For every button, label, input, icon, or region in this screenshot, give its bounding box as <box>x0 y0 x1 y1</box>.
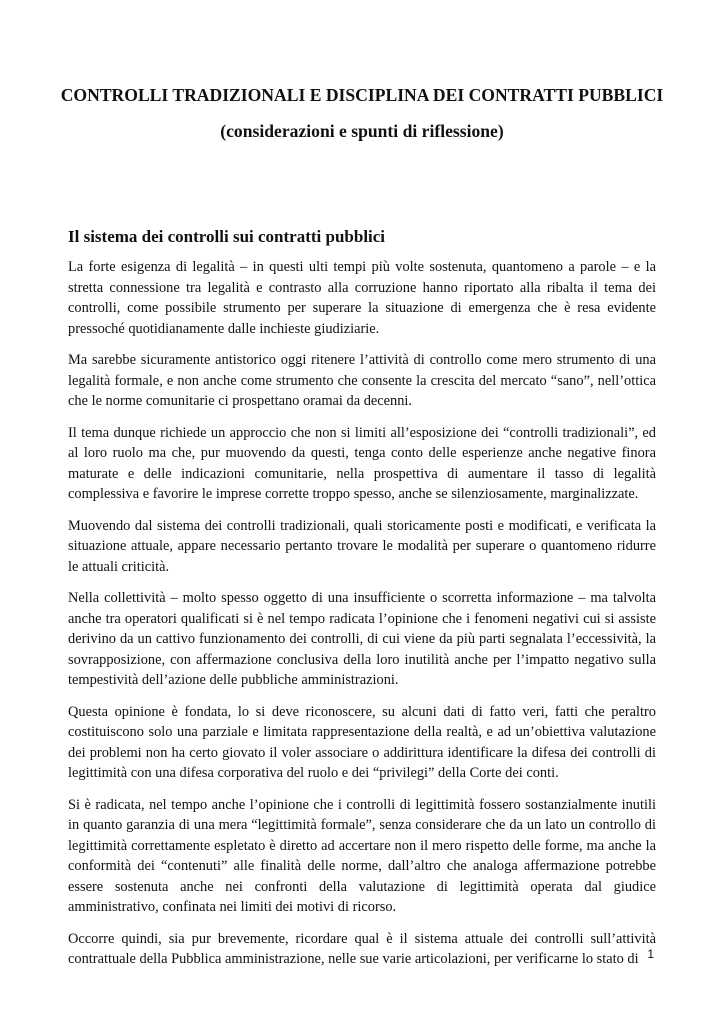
paragraph-3: Il tema dunque richiede un approccio che non si limiti all’esposizione dei “controlli tradizionali”, ed al loro ruolo ma che, pur muovendo da questi, tenga conto delle esperienze anche negative finora maturate e delle indicazioni comunitarie, nella prospettiva di aumentare il tasso di legalità complessiva e favorire le imprese corrette troppo spesso, anche se silenziosamente, marginalizzate. <box>68 424 656 502</box>
page-number: 1 <box>647 947 654 961</box>
paragraph-7: Si è radicata, nel tempo anche l’opinione che i controlli di legittimità fossero sostanzialmente inutili in quanto garanzia di una mera “legittimità formale”, senza considerare che da un lato un controllo di legittimità correttamente espletato è diretto ad accertare non il mero rispetto delle forme, ma anche la conformità dei “contenuti” alle finalità delle norme, dall’altro che analoga affermazione potrebbe essere sostenuta anche nei confronti della valutazione di legittimità operata dal giudice amministrativo, confinata nei limiti dei motivi di ricorso. <box>68 796 656 915</box>
paragraph-2: Ma sarebbe sicuramente antistorico oggi ritenere l’attività di controllo come mero strumento di una legalità formale, e non anche come strumento che consente la crescita del mercato “sano”, nell’ottica che le norme comunitarie ci prospettano oramai da decenni. <box>68 352 656 409</box>
document-subtitle: (considerazioni e spunti di riflessione) <box>220 121 504 141</box>
paragraph-6: Questa opinione è fondata, lo si deve riconoscere, su alcuni dati di fatto veri, fatti che peraltro costituiscono solo una parziale e limitata rappresentazione della realtà, e ad un’obiettiva valutazione dei problemi non ha certo giovato il voler associare o addirittura identificare la difesa dei controlli di legittimità con una difesa corporativa del ruolo e dei “privilegi” della Corte dei conti. <box>68 703 656 781</box>
body-text <box>68 257 656 981</box>
paragraph-8: Occorre quindi, sia pur brevemente, ricordare qual è il sistema attuale dei controlli sull’attività contrattuale della Pubblica amministrazione, nelle sue varie articolazioni, per verificarne lo stato di <box>68 930 656 967</box>
paragraph-5: Nella collettività – molto spesso oggetto di una insufficiente o scorretta informazione – ma talvolta anche tra operatori qualificati si è nel tempo radicata l’opinione che i fenomeni negativi cui si assiste derivino da un cattivo funzionamento dei controlli, di cui viene da più parti segnalata l’eccessività, la sovrapposizione, con affermazione conclusiva della loro inutilità anche per l’impatto negativo sulla tempestività dell’azione delle pubbliche amministrazioni. <box>68 590 656 688</box>
document-title: CONTROLLI TRADIZIONALI E DISCIPLINA DEI CONTRATTI PUBBLICI <box>60 85 664 105</box>
paragraph-1: La forte esigenza di legalità – in questi ulti tempi più volte sostenuta, quantomeno a parole – e la stretta connessione tra legalità e contrasto alla corruzione hanno riportato alla ribalta il tema dei controlli, come possibile strumento per superare la situazione di emergenza che è resa evidente pressoché quotidianamente dalle inchieste giudiziarie. <box>68 259 656 337</box>
section-heading: Il sistema dei controlli sui contratti pubblici <box>68 227 386 246</box>
paragraph-4: Muovendo dal sistema dei controlli tradizionali, quali storicamente posti e modificati, e verificata la situazione attuale, appare necessario pertanto trovare le modalità per superare o quantomeno ridurre le attuali criticità. <box>68 517 656 575</box>
